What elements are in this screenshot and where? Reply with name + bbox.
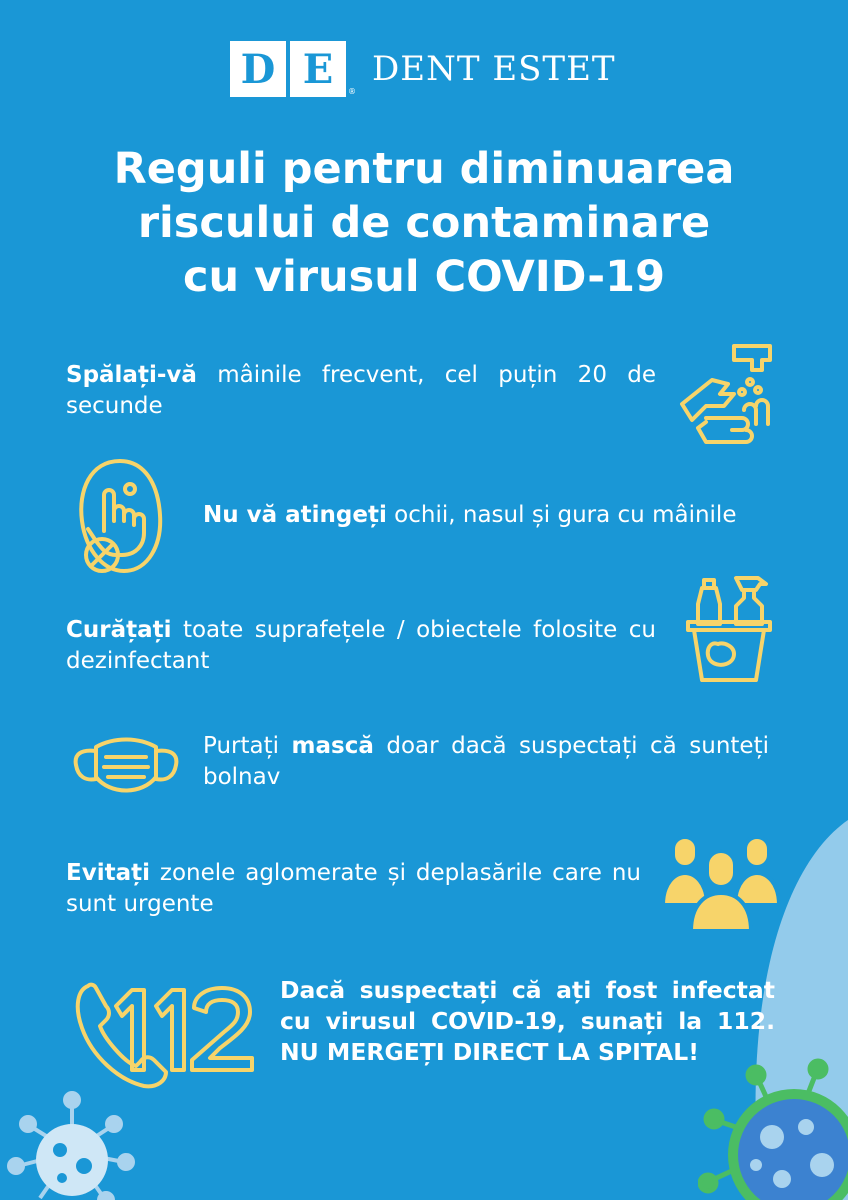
brand-name: DENT ESTET <box>372 49 616 89</box>
rule-wash-hands <box>66 360 656 422</box>
crowd-icon <box>661 833 781 933</box>
rule-5-text: zonele aglomerate și deplasările care nu sunt urgente <box>66 860 641 917</box>
rule-4-bold: mască <box>291 733 374 759</box>
emergency-line-2: cu virusul COVID-19, sunați la 112. <box>280 1007 775 1035</box>
virus-decoration-right-icon <box>698 1055 848 1200</box>
rule-4-text: doar dacă suspectați că sunteți bolnav <box>203 733 769 790</box>
rule-avoid-crowds <box>66 858 641 920</box>
face-mask-icon <box>70 733 182 803</box>
rule-3-bold: Curățați <box>66 617 172 643</box>
virus-decoration-left-icon <box>0 1080 150 1200</box>
title-line-2: riscului de contaminare <box>137 198 711 248</box>
page-title <box>0 142 848 304</box>
logo <box>230 40 616 98</box>
rule-clean-surfaces <box>66 615 656 677</box>
rule-wear-mask <box>203 731 769 793</box>
cleaning-bucket-icon <box>684 574 774 684</box>
emergency-line-3: NU MERGEȚI DIRECT LA SPITAL! <box>280 1038 699 1066</box>
rule-2-text: ochii, nasul și gura cu mâinile <box>386 502 737 528</box>
registered-mark: ® <box>348 87 356 96</box>
no-touch-face-icon <box>70 455 170 580</box>
logo-letter-e: E <box>290 41 346 97</box>
rule-1-bold: Spălați-vă <box>66 362 197 388</box>
rule-no-touch <box>203 500 783 531</box>
rule-1-text: mâinile frecvent, cel puțin 20 de secunde <box>66 362 656 419</box>
title-line-1: Reguli pentru diminuarea <box>113 144 735 194</box>
hand-washing-icon <box>676 340 786 450</box>
rule-5-bold: Evitați <box>66 860 150 886</box>
rule-4-pre: Purtați <box>203 733 292 759</box>
rule-3-text: toate suprafețele / obiectele folosite cu dezinfectant <box>66 617 656 674</box>
logo-letter-d: D <box>230 41 286 97</box>
title-line-3: cu virusul COVID-19 <box>183 252 665 302</box>
phone-112-icon <box>74 976 264 1091</box>
emergency-line-1: Dacă suspectați că ați fost infectat <box>280 976 775 1004</box>
rule-2-bold: Nu vă atingeți <box>203 502 387 528</box>
